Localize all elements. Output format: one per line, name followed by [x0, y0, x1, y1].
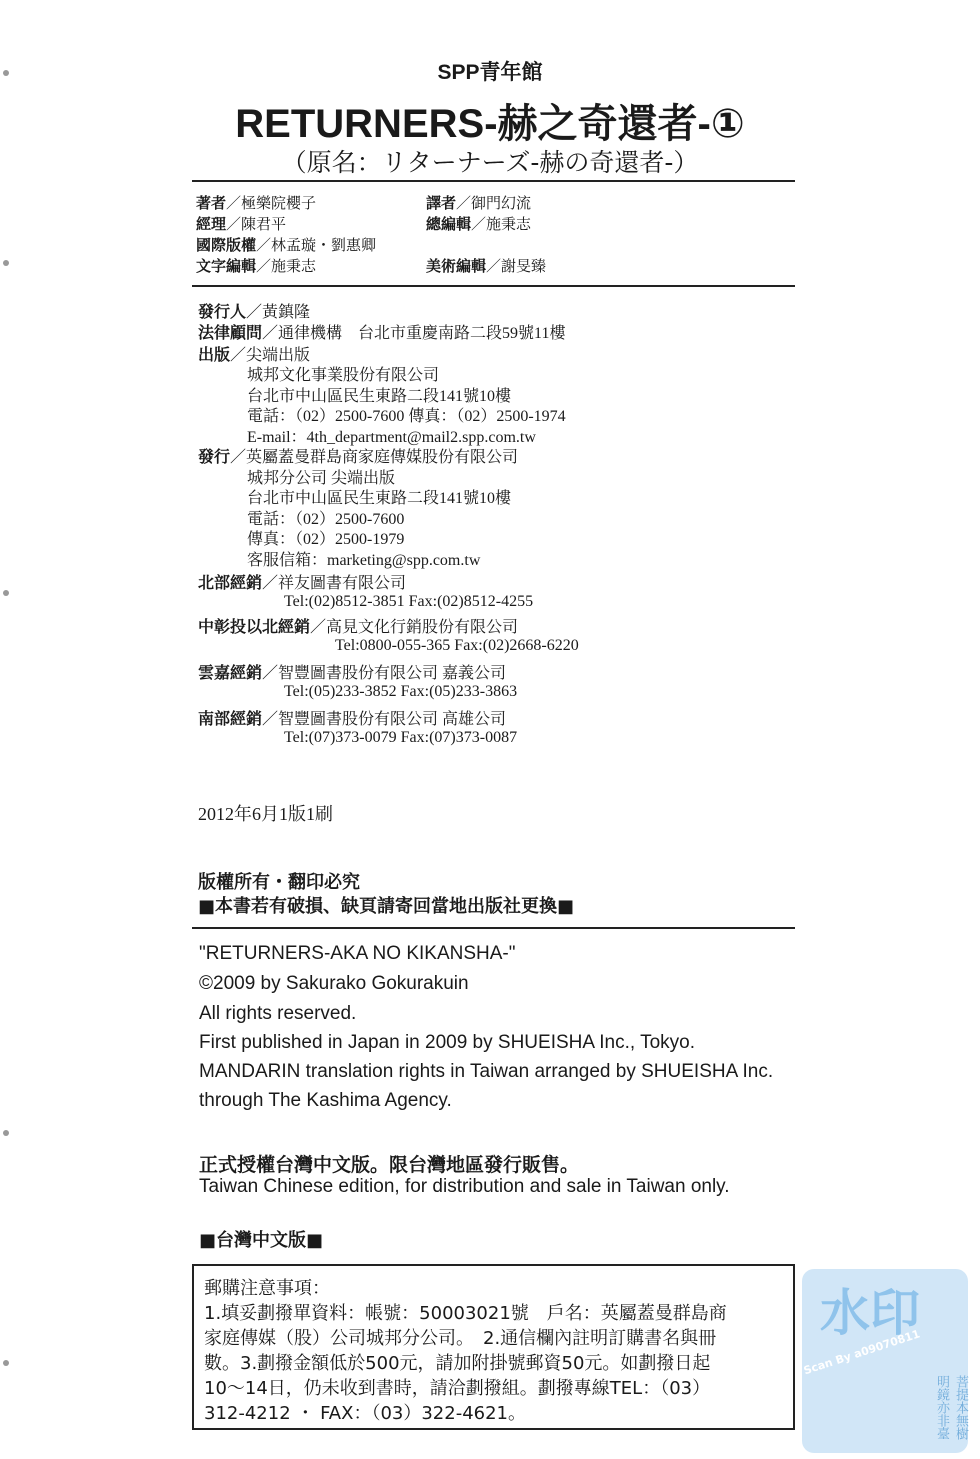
press-company: 城邦文化事業股份有限公司 — [247, 367, 440, 384]
divider — [192, 927, 795, 929]
watermark-credit: Scan By a09070811 — [802, 1327, 922, 1378]
divider — [192, 180, 795, 182]
mail-order-line: 312-4212 ・ FAX：（03）322-4621。 — [204, 1403, 527, 1424]
scanner-watermark — [800, 1265, 970, 1455]
publisher-label: SPP青年館 — [437, 61, 543, 84]
dealer-central: 中彰投以北經銷／高見文化行銷股份有限公司 — [198, 617, 519, 636]
dealer-north-contact: Tel:(02)8512-3851 Fax:(02)8512-4255 — [284, 593, 534, 610]
scan-speck — [3, 1360, 9, 1366]
press-address: 台北市中山區民生東路二段141號10樓 — [247, 388, 512, 405]
copyright-line: ©2009 by Sakurako Gokurakuin — [199, 973, 469, 994]
mail-order-line: 10～14日，仍未收到書時，請洽劃撥組。劃撥專線TEL：（03） — [204, 1378, 711, 1399]
english-title: "RETURNERS-AKA NO KIKANSHA-" — [199, 943, 516, 964]
mail-order-title: 郵購注意事項： — [204, 1278, 330, 1299]
mail-order-line: 家庭傳媒（股）公司城邦分公司。 2.通信欄內註明訂購書名與冊 — [204, 1328, 717, 1349]
divider — [192, 285, 795, 287]
edition-date: 2012年6月1版1刷 — [198, 804, 333, 824]
credit-author: 著者／極樂院櫻子 — [196, 194, 317, 212]
license-zh: 正式授權台灣中文版。限台灣地區發行販售。 — [199, 1154, 580, 1176]
edition-label: ■台灣中文版■ — [199, 1230, 324, 1251]
scan-speck — [3, 260, 9, 266]
press-line: 出版／尖端出版 — [198, 345, 311, 364]
distribution-line: 發行／英屬蓋曼群島商家庭傳媒股份有限公司 — [198, 447, 519, 466]
distribution-fax: 傳真：（02）2500-1979 — [247, 531, 405, 548]
mail-order-box — [192, 1264, 795, 1430]
rights-reserved: 版權所有・翻印必究 — [198, 872, 360, 893]
original-title: （原名：リターナーズ-赫の奇還者-） — [281, 148, 699, 177]
first-published: First published in Japan in 2009 by SHUEISHA Inc., Tokyo. — [199, 1032, 696, 1053]
credit-translator: 譯者／御門幻流 — [426, 194, 532, 212]
distribution-branch: 城邦分公司 尖端出版 — [247, 470, 396, 487]
license-en: Taiwan Chinese edition, for distribution and sale in Taiwan only. — [199, 1176, 730, 1197]
dealer-central-contact: Tel:0800-055-365 Fax:(02)2668-6220 — [335, 637, 579, 654]
damage-notice: ■本書若有破損、缺頁請寄回當地出版社更換■ — [198, 896, 575, 917]
credit-manager: 經理／陳君平 — [196, 215, 287, 233]
mail-order-line: 1.填妥劃撥單資料：帳號：50003021號 戶名：英屬蓋曼群島商 — [204, 1303, 727, 1324]
press-phone: 電話：（02）2500-7600 傳真：（02）2500-1974 — [247, 408, 566, 425]
credit-art-editor: 美術編輯／謝旻臻 — [426, 257, 547, 275]
legal-advisor: 法律顧問／通律機構 台北市重慶南路二段59號11樓 — [198, 323, 566, 342]
translation-rights: MANDARIN translation rights in Taiwan arranged by SHUEISHA Inc. — [199, 1061, 774, 1082]
book-title: RETURNERS-赫之奇還者-① — [235, 102, 745, 146]
mail-order-line: 數。3.劃撥金額低於500元，請加附掛號郵資50元。如劃撥日起 — [204, 1353, 711, 1374]
dealer-yunjia-contact: Tel:(05)233-3852 Fax:(05)233-3863 — [284, 683, 518, 700]
press-email: E-mail：4th_department@mail2.spp.com.tw — [247, 429, 536, 446]
distribution-address: 台北市中山區民生東路二段141號10樓 — [247, 490, 512, 507]
distribution-phone: 電話：（02）2500-7600 — [247, 511, 405, 528]
publisher-person: 發行人／黃鎮隆 — [198, 302, 311, 321]
agency-line: through The Kashima Agency. — [199, 1090, 452, 1111]
dealer-yunjia: 雲嘉經銷／智豐圖書股份有限公司 嘉義公司 — [198, 663, 507, 682]
scan-speck — [3, 590, 9, 596]
scan-speck — [3, 1130, 9, 1136]
distribution-email: 客服信箱：marketing@spp.com.tw — [247, 552, 481, 569]
dealer-south: 南部經銷／智豐圖書股份有限公司 高雄公司 — [198, 709, 507, 728]
watermark-big-text: 水印 — [820, 1284, 920, 1342]
credit-intl-rights: 國際版權／林孟璇・劉惠卿 — [196, 236, 377, 254]
credit-text-editor: 文字編輯／施秉志 — [196, 257, 317, 275]
credit-chief-editor: 總編輯／施秉志 — [426, 215, 532, 233]
watermark-poem: 菩提本無樹 明鏡亦非臺 — [934, 1375, 968, 1440]
all-rights: All rights reserved. — [199, 1003, 357, 1024]
dealer-south-contact: Tel:(07)373-0079 Fax:(07)373-0087 — [284, 729, 518, 746]
dealer-north: 北部經銷／祥友圖書有限公司 — [198, 573, 407, 592]
